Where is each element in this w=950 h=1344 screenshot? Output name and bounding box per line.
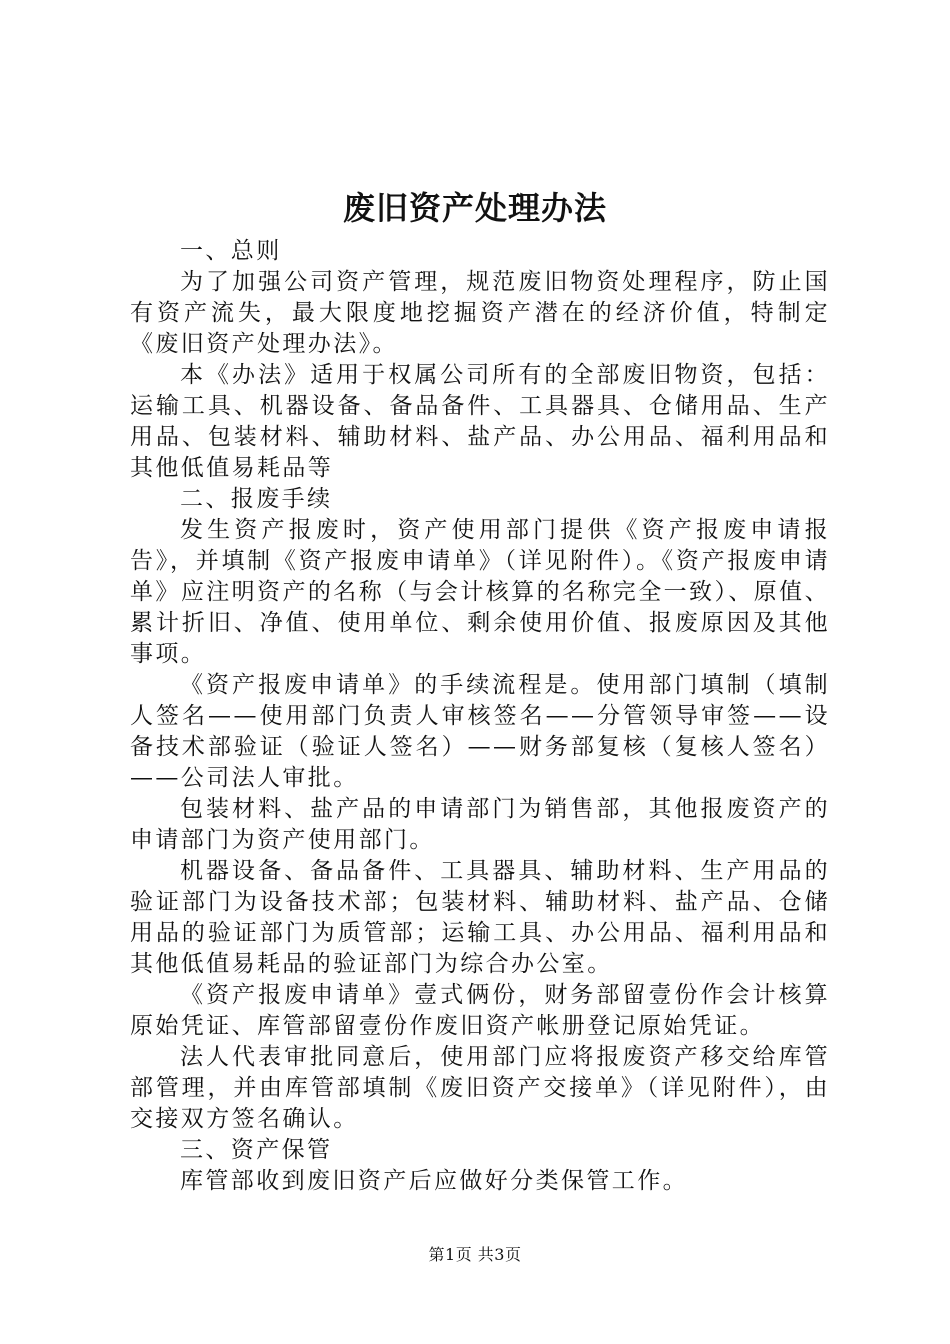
document-title: 废旧资产处理办法 (342, 189, 607, 227)
paragraph: 机器设备、备品备件、工具器具、辅助材料、生产用品的验证部门为设备技术部；包装材料、辅助材料、盐产品、仓储用品的验证部门为质管部；运输工具、办公用品、福利用品和其他低值易耗品的验证部门为综合办公室。 (130, 858, 830, 977)
paragraph: 为了加强公司资产管理，规范废旧物资处理程序，防止国有资产流失，最大限度地挖掘资产潜在的经济价值，特制定《废旧资产处理办法》。 (130, 269, 830, 357)
paragraph: 《资产报废申请单》壹式俩份，财务部留壹份作会计核算原始凭证、库管部留壹份作废旧资产帐册登记原始凭证。 (130, 982, 830, 1039)
section-heading-asset-custody: 三、资产保管 (180, 1137, 333, 1163)
paragraph: 库管部收到废旧资产后应做好分类保管工作。 (180, 1168, 688, 1194)
paragraph: 法人代表审批同意后，使用部门应将报废资产移交给库管部管理，并由库管部填制《废旧资产交接单》（详见附件），由交接双方签名确认。 (130, 1044, 830, 1132)
paragraph: 发生资产报废时，资产使用部门提供《资产报废申请报告》，并填制《资产报废申请单》（详见附件）。《资产报废申请单》应注明资产的名称（与会计核算的名称完全一致）、原值、累计折旧、净值、使用单位、剩余使用价值、报废原因及其他事项。 (130, 517, 830, 667)
paragraph: 本《办法》适用于权属公司所有的全部废旧物资，包括：运输工具、机器设备、备品备件、工具器具、仓储用品、生产用品、包装材料、辅助材料、盐产品、办公用品、福利用品和其他低值易耗品等 (130, 362, 830, 481)
page-number-footer: 第1页 共3页 (428, 1245, 522, 1264)
section-heading-general: 一、总则 (180, 238, 282, 264)
document-body (130, 236, 830, 1197)
paragraph: 包装材料、盐产品的申请部门为销售部，其他报废资产的申请部门为资产使用部门。 (130, 796, 830, 853)
paragraph: 《资产报废申请单》的手续流程是。使用部门填制（填制人签名——使用部门负责人审核签名——分管领导审签——设备技术部验证（验证人签名）——财务部复核（复核人签名）——公司法人审批。 (130, 672, 830, 791)
section-heading-scrap-procedure: 二、报废手续 (180, 486, 333, 512)
